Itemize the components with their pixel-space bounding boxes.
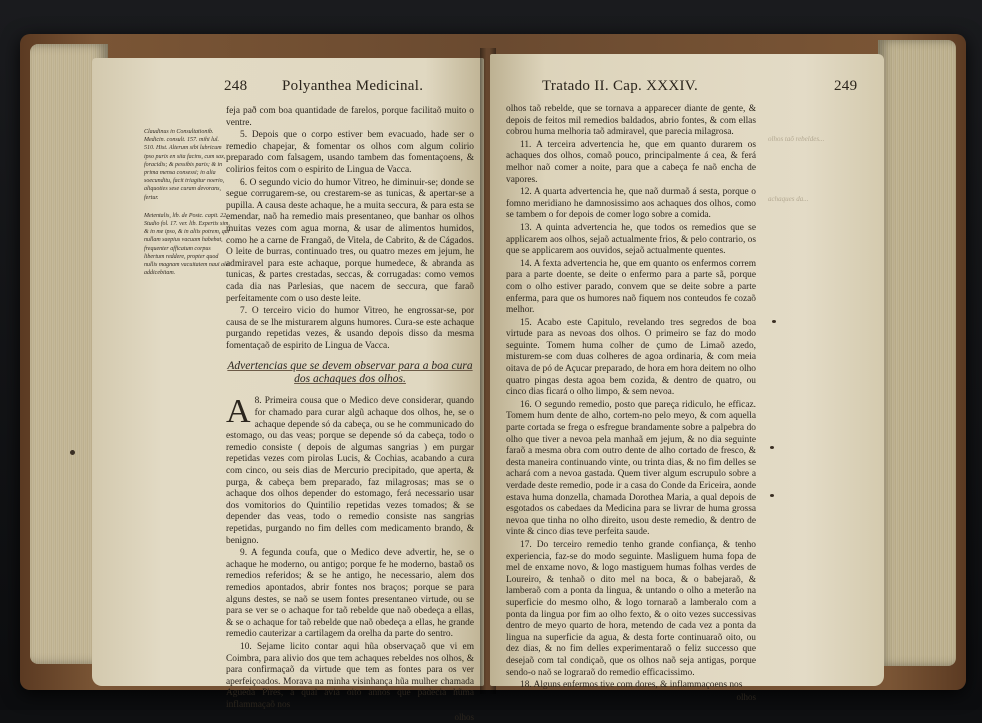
ink-mark: [772, 320, 776, 323]
paragraph: 17. Do terceiro remedio tenho grande confiança, & tenho experiencia, faz-se do modo seguinte. Masliguem huma fopa de mel de enxame novo, & logo mastiguem humas folhas verdes de Loureiro, & tenhaõ o dito mel na boca, & o babejaraõ, & lamberaõ com a ponta da lingua, & untando o olho a meterão na superficie do mesmo olho, & logo tornaraõ a lamberalo com a ponta da lingua por fim ao olho fexto, & o oito vezes successivas dentro de meyo quarto de hora, metendo de cada vez a ponta da lingua na superficie da agua, & desta forte continuaraõ oito, ou dez dias, & no fim delles experimentaraõ o feliz successo que desejaõ com tal condiçaõ, que os olhos naõ seja antigas, porque sendo-o naõ se lograraõ do remedio efficacissimo.: [506, 540, 756, 679]
paragraph: 9. A fegunda coufa, que o Medico deve advertir, he, se o achaque he moderno, ou antigo; porque fe he moderno, bastaõ os remedios referidos; & se he antigo, he necessario, alem dos remedios apontados, abrir fontes nos braços; porque se para alguns destes, se naõ se usem fontes presentaneo virtude, ou se para se ver se o achaque for taõ rebelde que naõ obedeça a ellas, & se o achaque for taõ rebelde que naõ obedeça a ellas, he grande remedio cauterizar a cartilagem da orelha da parte do sentro.: [226, 548, 474, 641]
paragraph: [226, 396, 474, 547]
paragraph: 15. Acabo este Capitulo, revelando tres segredos de boa virtude para as nevoas dos olhos. O primeiro se faz do modo seguinte. Tomem huma colher de çumo de Limaõ azedo, misturem-se com duas colheres de agoa ordinaria, & com meia oitava de pó de Açucar preparado, de hora em hora deitem no olho quatro pingas desta agoa bem cozida, & dentro de quatro, ou cinco dias ficará o olho limpo, & sem nevoa.: [506, 318, 756, 399]
paragraph: 10. Sejame licito contar aqui hũa observaçaõ que vi em Coimbra, para alivio dos que tem achaques rebeldes nos olhos, & para confirmaçaõ da virtude que tem as fontes para os ver aperfeiçoados. Morava na minha visinhança hũa mulher chamada Agueda Pires, a qual avia oito annos que padecia hũma inflammaçaõ nos: [226, 642, 474, 712]
catchword: olhos: [506, 692, 756, 704]
paragraph: 14. A fexta advertencia he, que em quanto os enfermos correm para a parte doente, se deite o enfermo para a parte sã, porque com o olho estiver parado, convem que se deite sobre a parte enferma, para que os humores naõ fiquem nos conteudos fe cozaõ melhor.: [506, 259, 756, 317]
paragraph: 16. O segundo remedio, posto que pareça ridiculo, he efficaz. Tomem hum dente de alho, cortem-no pelo meyo, & com aquella parte cortada se frega o esfregue brandamente sobre a palpebra do olho que tiver a nevoa pela manhaã em jejum, & no dia seguinte faraõ a mesma obra com outro dente de alho cortado de fresco, & desta maneira continuando vinte, ou trinta dias, & no fim delles se achará com a nevoa gastada. Quem tiver algum escrupulo sobre a verdade deste remedio, pode ir a casa do Conde da Ericeira, aonde estava huma donzella, chamada Dorothea Maria, a qual depois de esgotados os cabedaes da Medicina para se livrar de huma grossa nevoa que tinha no olho direito, usou deste remedio, & dentro de vinte & cinco dias teve perfeita saude.: [506, 400, 756, 539]
paragraph: 18. Alguns enfermos tive com dores, & inflammaçoens nos: [506, 680, 756, 692]
margin-note: Metentalis, lib. de Postc. capit. 22. Studio fol. 17. ver. lib. Expertis sim, & in me ipso, & in aliis potrem, qui nullam saepius vacuam habebat, frequenter afficatum corpus libertum reddere, propter quod nullis magnam vacuitatem naui alet addicebitam.: [144, 212, 230, 278]
right-page: [490, 54, 884, 686]
paragraph: olhos taõ rebelde, que se tornava a apparecer diante de gente, & depois de feitos mil remedios baldados, abrio fontes, & com ellas cobrou huma melhoria taõ admiravel, que parecia milagrosa.: [506, 104, 756, 139]
paragraph: 11. A terceira advertencia he, que em quanto durarem os achaques dos olhos, comaõ pouco, principalmente á cea, & ferá melhor naõ comer a noite, para que a cabeça fe naõ encha de vapores.: [506, 140, 756, 186]
right-text-column: [506, 104, 756, 703]
paragraph: 5. Depois que o corpo estiver bem evacuado, hade ser o remedio chapejar, & fomentar os olhos com algum colirio preparado com falsagem, usando tambem das fomentaçoens, & colirios feitos com o espirito de Lingua de Vacca.: [226, 130, 474, 176]
ink-mark: [770, 494, 774, 497]
left-running-title: Polyanthea Medicinal.: [282, 78, 423, 95]
right-running-title: Tratado II. Cap. XXXIV.: [542, 78, 698, 95]
left-text-column: [226, 106, 474, 723]
right-page-number: 249: [834, 78, 857, 95]
paragraph-text: 8. Primeira cousa que o Medico deve considerar, quando for chamado para curar algũ achaque dos olhos, he, se o achaque depende só da cabeça, ou se he communicado do estomago, ou das veas; porque se depende só da cabeça, todo o remedio consiste ( depois de algumas sangrias ) em purgar repetidas vezes com pirolas Lucis, & Cochias, acabando a cura com cinco, ou seis dias de Mercurio precipitado, que aperta, & purga, & cabeça bem preparado, faz milagrosas; mas se o achaque dos olhos depender do estomago, ferá necessario usar dos vomitorios do Quintilio repetidas vezes tomados; & se depender das veas, todo o remedio consiste nas sangrias repetidas, purgando no fim delles com medicamento brando, & benigno.: [226, 396, 474, 545]
bleed-through-text: olhos taõ rebeldes...: [768, 134, 868, 144]
ink-spot: [70, 450, 75, 455]
section-heading: Advertencias que se devem observar para a boa cura dos achaques dos olhos.: [226, 360, 474, 386]
left-page-number: 248: [224, 78, 247, 95]
paragraph: 13. A quinta advertencia he, que todos os remedios que se applicarem aos olhos, sejaõ actualmente frios, & pelo contrario, os que se applicarem aos ouvidos, sejaõ actualmente quentes.: [506, 223, 756, 258]
paragraph: 6. O segundo vicio do humor Vitreo, he diminuir-se; donde se segue corrugarem-se, ou crestarem-se as tunicas, & apertar-se a pupilla. A causa deste achaque, he a muita seccura, & para esta se emendar, naõ ha remedio mais presentaneo, que banhar os olhos muitas vezes com agua morna, & usar de alimentos humidos, como he a carne de Frangaõ, de Vitela, de Cabrito, & de Cágados. O leite de burras, continuado tres, ou quatro mezes em jejum, he admiravel para este achaque, porque humedece, & abranda as tunicas, & partes crestadas, seccas, & corrugadas: como vemos cada dia nas Parlesias, que nacem de seccura, que faraõ perfeitamente com o uso deste leite.: [226, 178, 474, 306]
margin-note: Claudinus in Consultationib. Medicin. consult. 157. mihi lul. 510. Hist. Alterum sibi lubricum ipso purix en sita facins, cum sax, foracidis; & pessibis paris; & in prima mensa consessi; in alia soecunditu, facit triagitur noerio, aliquoties sese curam devorans, fertur.: [144, 128, 230, 202]
left-margin-notes: [144, 128, 230, 287]
paragraph: 12. A quarta advertencia he, que naõ durmaõ á sesta, porque o fomno meridiano he damnosissimo aos achaques dos olhos, como se tambem o for depois de comer logo sobre a comida.: [506, 187, 756, 222]
catchword: olhos: [226, 712, 474, 723]
drop-cap: A: [226, 398, 251, 426]
bleed-through-text: achaques da...: [768, 194, 868, 204]
paragraph: feja pað com boa quantidade de farelos, porque facilitaõ muito o ventre.: [226, 106, 474, 129]
left-page: [92, 58, 484, 686]
ink-mark: [770, 446, 774, 449]
paragraph: 7. O terceiro vicio do humor Vitreo, he engrossar-se, por causa de se lhe misturarem alguns humores. Cura-se este achaque purgando repetidas vezes, & usando depois disso da mesma fomentaçaõ de espirito de Lingua de Vacca.: [226, 306, 474, 352]
right-page-edges: [878, 40, 956, 666]
